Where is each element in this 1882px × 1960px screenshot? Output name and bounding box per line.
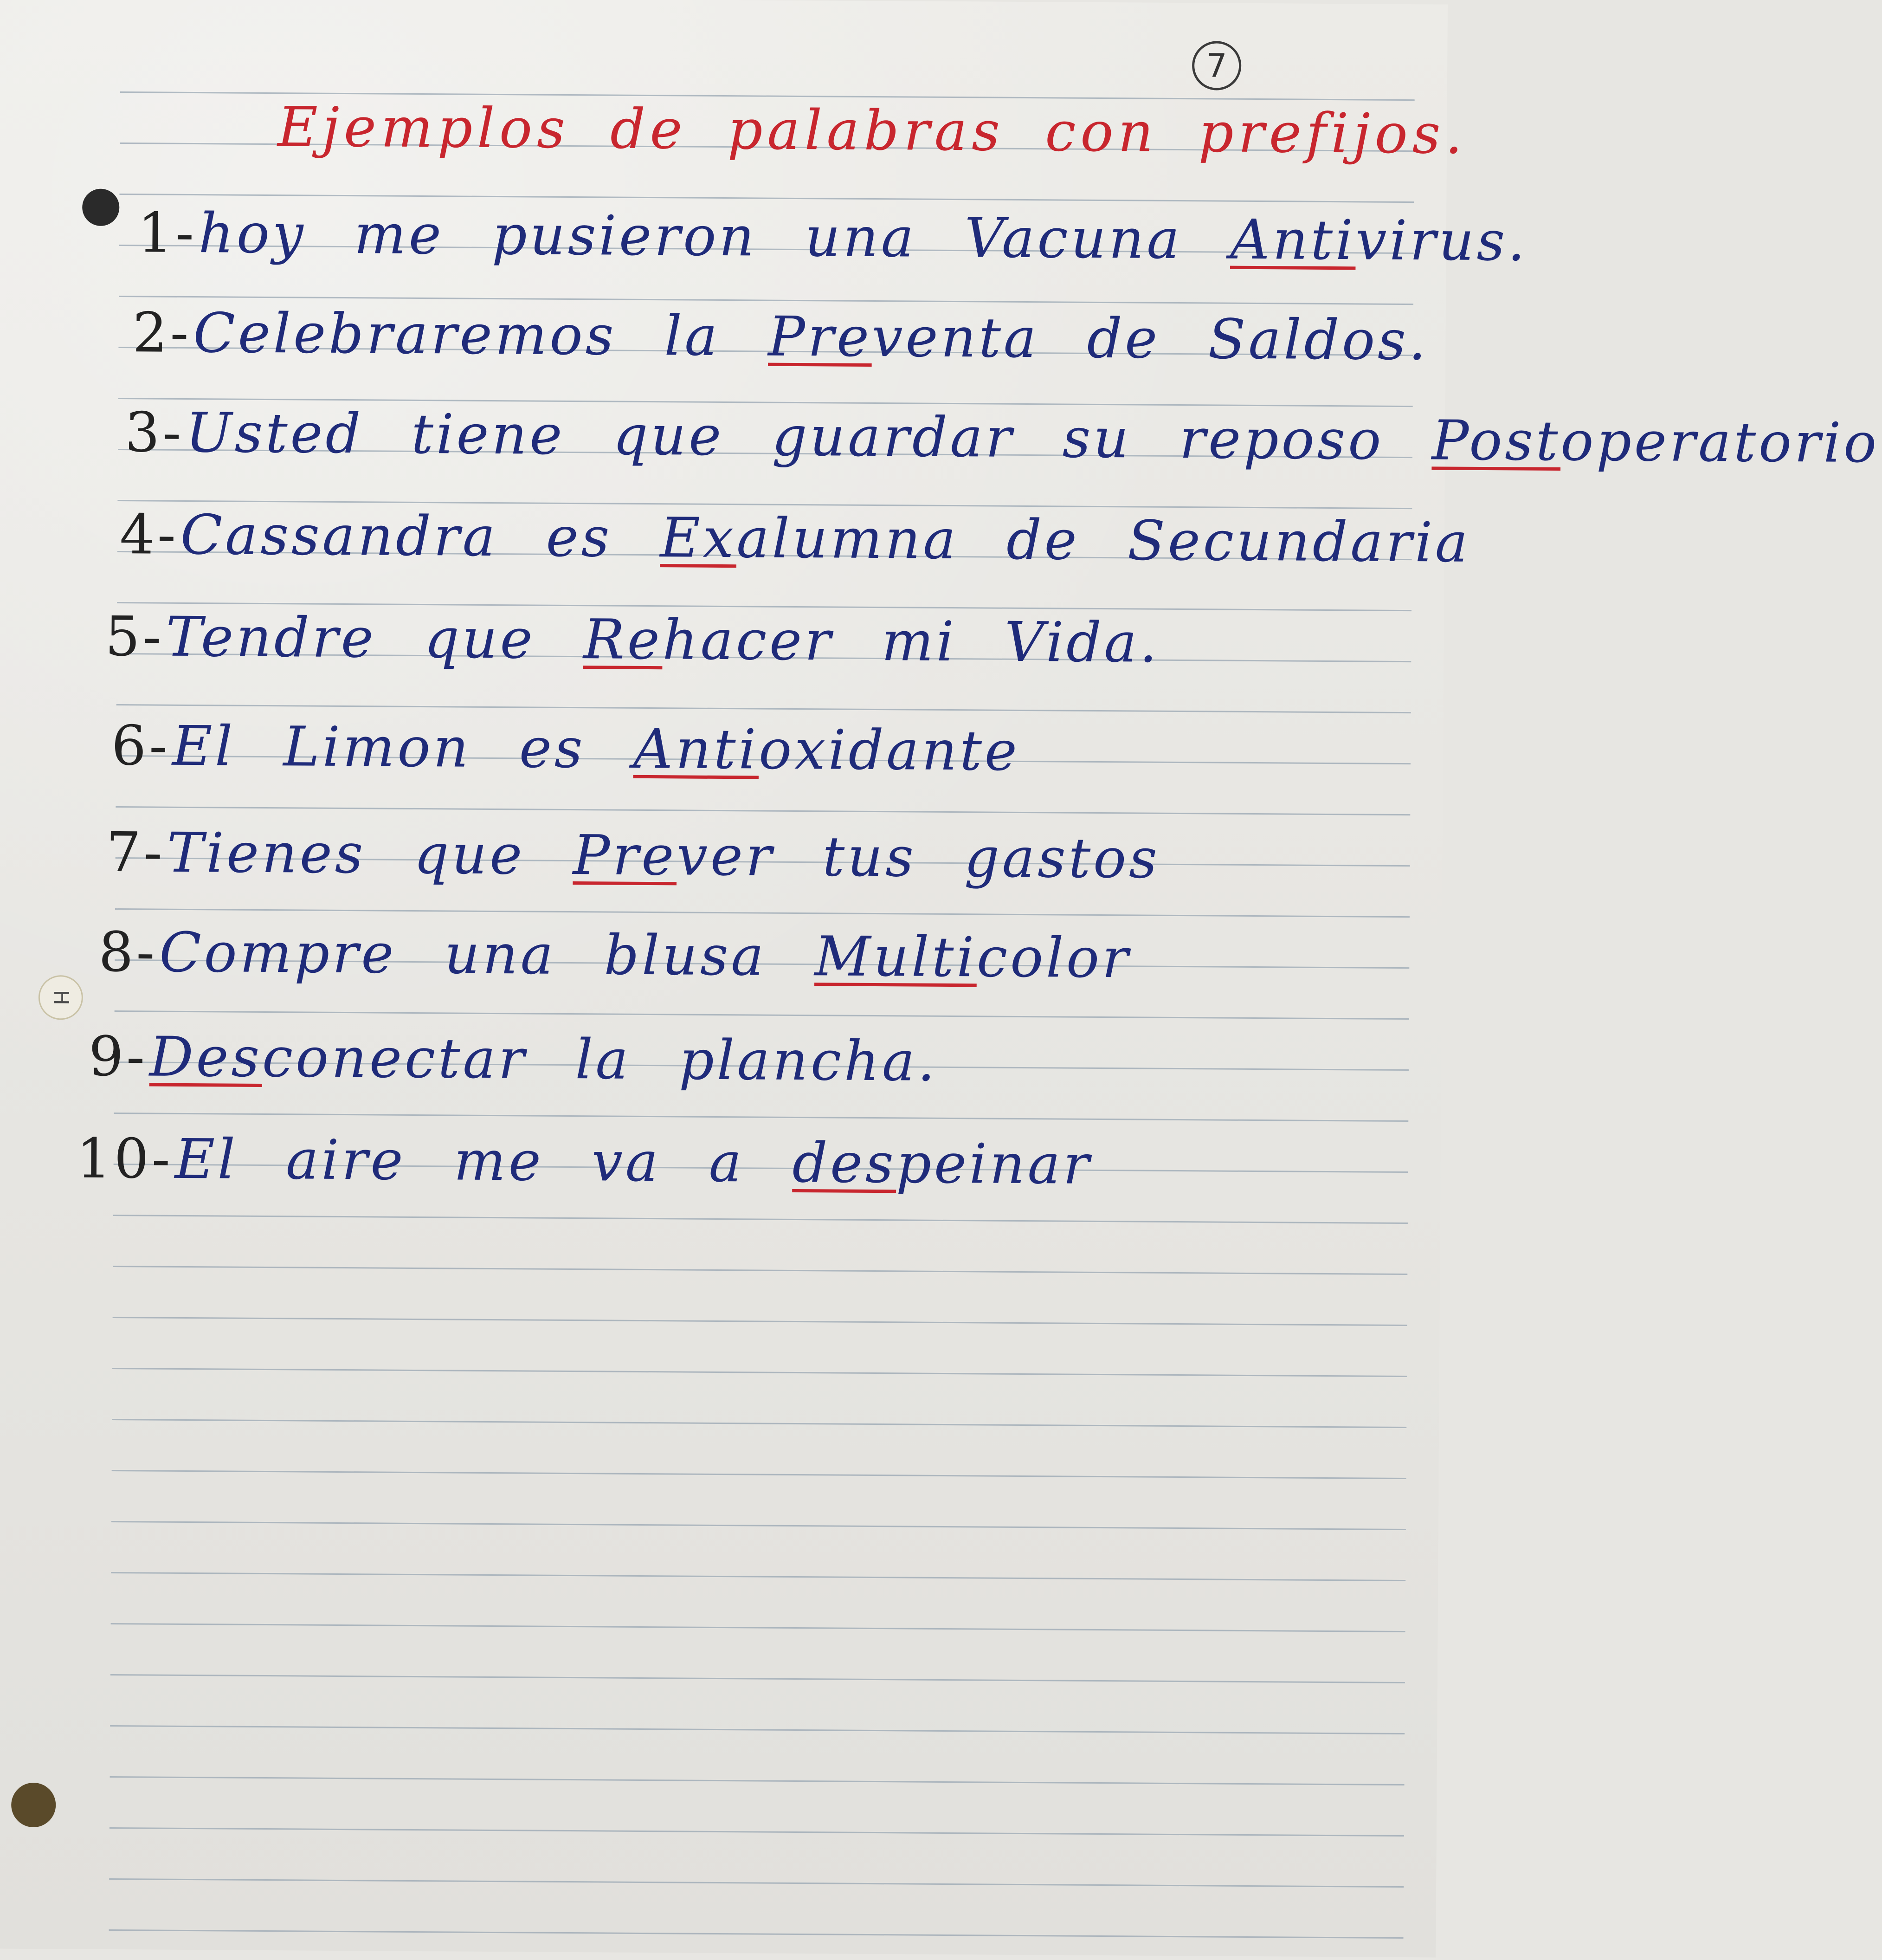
side-mark-icon: H bbox=[39, 975, 84, 1020]
sentence-rest: operatorio bbox=[1560, 409, 1880, 475]
sentence-number: 5- bbox=[105, 604, 164, 669]
ruled-line bbox=[112, 1368, 1407, 1377]
sentence-2 bbox=[132, 300, 1429, 372]
prefix-underlined: Multi bbox=[814, 924, 977, 990]
binder-hole bbox=[11, 1783, 56, 1828]
sentence-rest: alumna de Secundaria bbox=[736, 506, 1471, 575]
binder-hole bbox=[82, 189, 119, 226]
sentence-text: Cassandra es bbox=[180, 502, 661, 570]
page-title: Ejemplos de palabras con prefijos. bbox=[277, 95, 1468, 166]
sentence-number: 7- bbox=[106, 820, 166, 885]
prefix-underlined: Ex bbox=[660, 505, 737, 570]
ruled-line bbox=[115, 1010, 1409, 1020]
sentence-text: hoy me pusieron una Vacuna bbox=[198, 201, 1231, 272]
sentence-text: Compre una blusa bbox=[159, 920, 815, 989]
prefix-underlined: Post bbox=[1431, 408, 1561, 473]
sentence-1 bbox=[137, 201, 1528, 273]
ruled-line bbox=[116, 806, 1410, 815]
prefix-underlined: Pre bbox=[573, 823, 677, 888]
sentence-text: Tendre que bbox=[166, 604, 584, 672]
sentence-rest: hacer mi Vida. bbox=[662, 608, 1160, 675]
ruled-line bbox=[109, 1929, 1404, 1939]
sentence-7 bbox=[106, 820, 1160, 891]
ruled-line bbox=[110, 1827, 1404, 1837]
prefix-underlined: des bbox=[792, 1130, 896, 1196]
sentence-number: 9- bbox=[88, 1024, 148, 1089]
sentence-6 bbox=[111, 713, 1020, 783]
sentence-number: 6- bbox=[111, 713, 171, 778]
ruled-line bbox=[113, 1266, 1407, 1275]
page-number-circle: 7 bbox=[1192, 41, 1242, 91]
prefix-underlined: Des bbox=[149, 1024, 263, 1089]
sentence-number: 4- bbox=[119, 502, 179, 567]
sentence-10 bbox=[76, 1126, 1092, 1197]
sentence-number: 1- bbox=[137, 201, 197, 265]
ruled-line bbox=[110, 1776, 1405, 1785]
ruled-line bbox=[113, 1215, 1408, 1224]
ruled-line bbox=[113, 1317, 1407, 1326]
sentence-8 bbox=[98, 920, 1131, 990]
prefix-underlined: Pre bbox=[767, 304, 872, 369]
ruled-line bbox=[109, 1878, 1404, 1888]
sentence-rest: color bbox=[976, 925, 1131, 990]
prefix-underlined: Re bbox=[583, 607, 663, 672]
sentence-rest: virus. bbox=[1355, 208, 1528, 273]
sentence-5 bbox=[105, 604, 1160, 675]
sentence-rest: venta de Saldos. bbox=[871, 304, 1429, 373]
ruled-line bbox=[112, 1419, 1406, 1428]
sentence-text: Usted tiene que guardar su reposo bbox=[185, 400, 1432, 472]
ruled-line bbox=[111, 1623, 1405, 1632]
sentence-number: 8- bbox=[98, 919, 158, 984]
sentence-rest: conectar la plancha. bbox=[262, 1025, 938, 1093]
ruled-line bbox=[115, 908, 1410, 918]
sentence-rest: peinar bbox=[896, 1131, 1092, 1197]
ruled-line bbox=[111, 1521, 1406, 1530]
sentence-text: El aire me va a bbox=[174, 1126, 793, 1195]
sentence-9 bbox=[89, 1024, 938, 1093]
sentence-number: 3- bbox=[124, 400, 184, 465]
ruled-line bbox=[116, 704, 1411, 713]
sentence-text: Tienes que bbox=[167, 820, 574, 887]
sentence-4 bbox=[120, 502, 1471, 575]
prefix-underlined: Anti bbox=[1230, 207, 1356, 272]
sentence-number: 10- bbox=[76, 1126, 174, 1191]
sentence-number: 2- bbox=[132, 300, 192, 365]
prefix-underlined: Anti bbox=[633, 716, 759, 782]
ruled-line bbox=[112, 1470, 1406, 1479]
ruled-line bbox=[110, 1725, 1405, 1734]
sentence-3 bbox=[125, 400, 1880, 475]
sentence-text: El Limon es bbox=[172, 713, 634, 781]
sentence-rest: oxidante bbox=[758, 717, 1020, 783]
sentence-text: Celebraremos la bbox=[193, 301, 768, 369]
ruled-line bbox=[110, 1674, 1405, 1683]
ruled-line bbox=[114, 1113, 1408, 1122]
ruled-line bbox=[111, 1572, 1405, 1581]
sentence-rest: ver tus gastos bbox=[676, 823, 1160, 891]
